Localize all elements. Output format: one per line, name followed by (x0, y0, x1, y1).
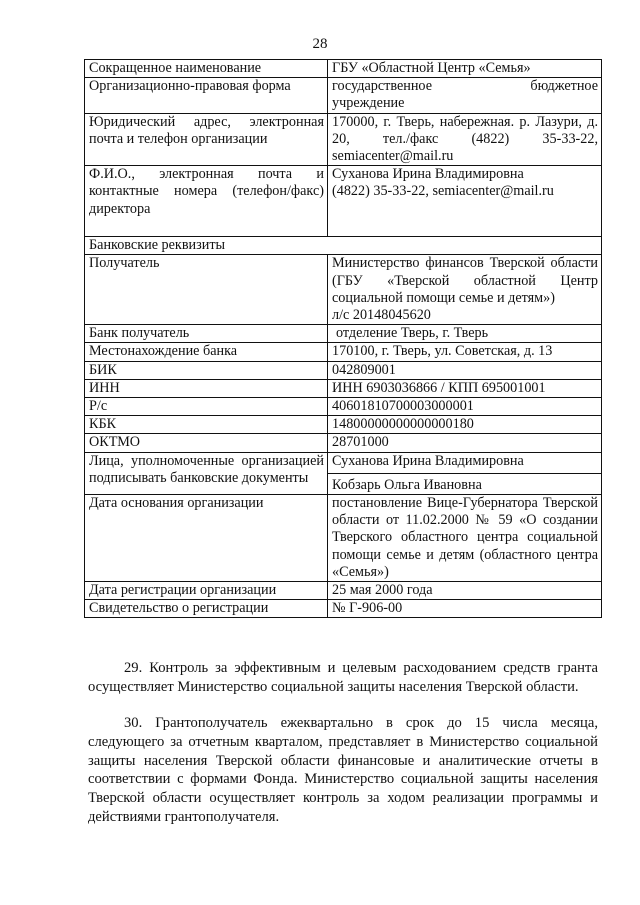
registration-cert-value: № Г-906-00 (328, 600, 602, 618)
table-row (85, 60, 602, 78)
short-name-value: ГБУ «Областной Центр «Семья» (328, 60, 602, 78)
founding-basis-label: Дата основания организации (85, 495, 328, 582)
recipient-bank-label: Банк получатель (85, 325, 328, 343)
table-row (85, 600, 602, 618)
table-row (85, 325, 602, 343)
director-value (328, 166, 602, 237)
table-row (85, 343, 602, 361)
bank-location-value: 170100, г. Тверь, ул. Советская, д. 13 (328, 343, 602, 361)
recipient-name: Министерство финансов Тверской области (ГБУ «Тверской областной Центр социальной помощи семье и детям») (332, 255, 598, 306)
signers-value (328, 452, 602, 494)
legal-form-value-line1: государственное бюджетное (332, 78, 598, 95)
table-row (85, 113, 602, 166)
signers-label: Лица, уполномоченные организацией подписывать банковские документы (85, 452, 328, 494)
short-name-label: Сокращенное наименование (85, 60, 328, 78)
legal-form-value-line2: учреждение (332, 95, 405, 112)
director-name: Суханова Ирина Владимировна (332, 166, 524, 183)
legal-address-value: 170000, г. Тверь, набережная. р. Лазури, д. 20, тел./факс (4822) 35-33-22, semiacenter@mail.ru (328, 113, 602, 166)
registration-date-value: 25 мая 2000 года (328, 582, 602, 600)
bank-location-label: Местонахождение банка (85, 343, 328, 361)
kbk-value: 14800000000000000180 (328, 416, 602, 434)
director-contacts: (4822) 35-33-22, semiacenter@mail.ru (332, 183, 554, 200)
table-row (85, 361, 602, 379)
registration-date-label: Дата регистрации организации (85, 582, 328, 600)
paragraph-29 (88, 659, 598, 697)
director-label: Ф.И.О., электронная почта и контактные номера (телефон/факс) директора (85, 166, 328, 237)
table-row (85, 582, 602, 600)
table-row (85, 237, 602, 255)
paragraph-30-text: 30. Грантополучатель ежеквартально в срок до 15 числа месяца, следующего за отчетным кварталом, представляет в Министерство социальной защиты населения Тверской области финансовые и аналитические отчеты в соответствии с формами Фонда. Министерство социальной защиты населения Тверской области осуществляет контроль за ходом реализации программы и действиями грантополучателя. (88, 715, 598, 825)
organization-details-table (84, 59, 602, 618)
table-row (85, 379, 602, 397)
recipient-bank-value: отделение Тверь, г. Тверь (328, 325, 602, 343)
table-row (85, 452, 602, 494)
inn-label: ИНН (85, 379, 328, 397)
rs-value: 40601810700003000001 (328, 398, 602, 416)
rs-label: Р/с (85, 398, 328, 416)
page-number: 28 (312, 36, 328, 52)
oktmo-value: 28701000 (328, 434, 602, 452)
paragraph-29-text: 29. Контроль за эффективным и целевым расходованием средств гранта осуществляет Министерство социальной защиты населения Тверской области. (88, 660, 598, 695)
table-row (85, 255, 602, 325)
bank-requisites-header: Банковские реквизиты (85, 237, 602, 255)
table-row (85, 166, 602, 237)
kbk-label: КБК (85, 416, 328, 434)
legal-form-value (328, 78, 602, 113)
oktmo-label: ОКТМО (85, 434, 328, 452)
inn-value: ИНН 6903036866 / КПП 695001001 (328, 379, 602, 397)
founding-basis-value: постановление Вице-Губернатора Тверской области от 11.02.2000 № 59 «О создании Тверского областного центра социальной помощи семье и детям (областного центра «Семья») (328, 495, 602, 582)
legal-form-label: Организационно-правовая форма (85, 78, 328, 113)
table-row (85, 434, 602, 452)
table-row (85, 398, 602, 416)
recipient-label: Получатель (85, 255, 328, 325)
table-row (85, 495, 602, 582)
signer-1: Суханова Ирина Владимировна (332, 452, 524, 469)
signer-2: Кобзарь Ольга Ивановна (328, 473, 601, 494)
table-row (85, 78, 602, 113)
recipient-value (328, 255, 602, 325)
recipient-account: л/с 20148045620 (332, 307, 431, 324)
paragraph-30 (88, 714, 598, 827)
registration-cert-label: Свидетельство о регистрации (85, 600, 328, 618)
bik-label: БИК (85, 361, 328, 379)
bik-value: 042809001 (328, 361, 602, 379)
legal-address-label: Юридический адрес, электронная почта и телефон организации (85, 113, 328, 166)
table-row (85, 416, 602, 434)
